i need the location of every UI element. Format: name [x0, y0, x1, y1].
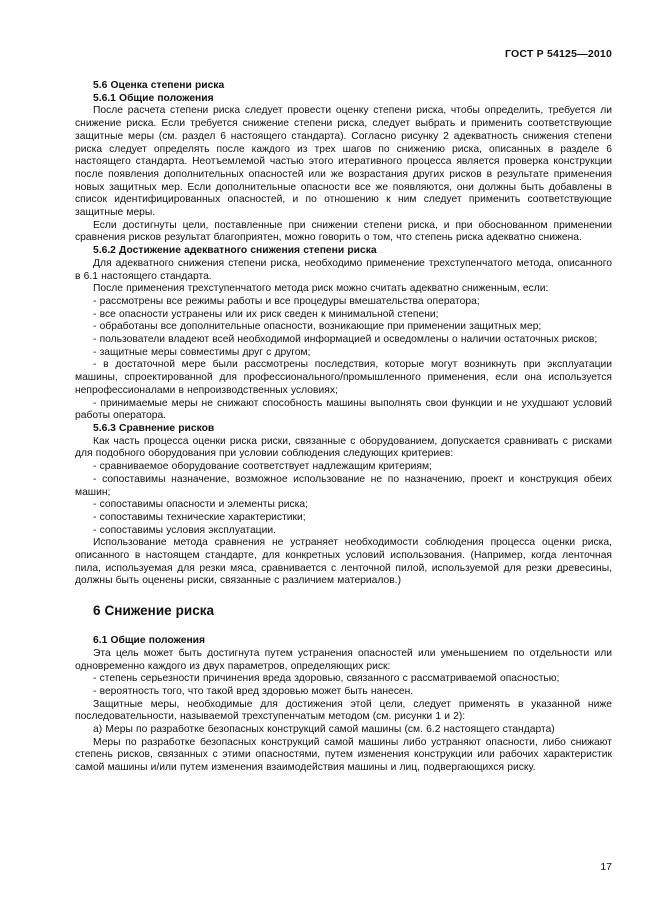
paragraph: Использование метода сравнения не устраняет необходимости соблюдения процесса оценки риска, описанного в настоящем стандарте, для конкретных условий использования. (Например, когда ленточная пила, используемая для резки мяса, сравнивается с ленточной пилой, используемой для резки древесины, должны быть оценены риски, связанные с различием материалов.) — [75, 537, 612, 587]
document-content — [75, 80, 612, 775]
list-item: - рассмотрены все режимы работы и все процедуры вмешательства оператора; — [93, 295, 480, 307]
paragraph: После применения трехступенчатого метода риск можно считать адекватно сниженным, если: — [93, 283, 549, 295]
document-code: ГОСТ Р 54125—2010 — [504, 48, 612, 60]
subheading: 5.6.1 Общие положения — [93, 92, 214, 104]
paragraph: а) Меры по разработке безопасных конструкций самой машины (см. 6.2 настоящего стандарта) — [93, 724, 555, 736]
list-item: - сопоставимы назначение, возможное использование не по назначению, проект и конструкция обеих машин; — [75, 473, 612, 498]
list-item: - сопоставимы опасности и элементы риска; — [93, 499, 308, 511]
list-item: - сопоставимы технические характеристики; — [93, 511, 306, 523]
section-heading: 6 Снижение риска — [93, 603, 214, 619]
paragraph: Как часть процесса оценки риска риски, связанные с оборудованием, допускается сравнивать с рисками для подобного оборудования при условии соблюдения следующих критериев: — [75, 435, 612, 460]
paragraph: Для адекватного снижения степени риска, необходимо применение трехступенчатого метода, описанного в 6.1 настоящего стандарта. — [75, 257, 612, 282]
paragraph: Защитные меры, необходимые для достижения этой цели, следует применять в указанной ниже последовательности, называемой трехступенчатым методом (см. рисунки 1 и 2): — [75, 698, 612, 723]
paragraph: Если достигнуты цели, поставленные при снижении степени риска, и при обоснованном применении сравнения рисков результат благоприятен, можно говорить о том, что степень риска адекватно снижена. — [75, 219, 612, 244]
paragraph: Эта цель может быть достигнута путем устранения опасностей или уменьшением по отдельности или одновременно каждого из двух параметров, определяющих риск: — [75, 647, 612, 672]
list-item: - степень серьезности причинения вреда здоровью, связанного с рассматриваемой опасностью; — [93, 673, 560, 685]
page-number: 17 — [600, 861, 612, 873]
paragraph: Меры по разработке безопасных конструкций самой машины либо устраняют опасности, либо снижают степень рисков, связанных с этими опасностями, путем изменения конструкции или рабочих характеристик самой машины и/или путем изменения взаимодействия машины и лиц, подвергающихся риску. — [75, 736, 612, 774]
list-item: - сравниваемое оборудование соответствует надлежащим критериям; — [93, 461, 432, 473]
list-item: - обработаны все дополнительные опасности, возникающие при применении защитных мер; — [93, 321, 542, 333]
subheading: 6.1 Общие положения — [93, 635, 206, 647]
subheading: 5.6 Оценка степени риска — [93, 80, 225, 91]
list-item: - пользователи владеют всей необходимой информацией и осведомлены о наличии остаточных рисков; — [93, 334, 598, 346]
list-item: - сопоставимы условия эксплуатации. — [93, 524, 276, 536]
list-item: - защитные меры совместимы друг с другом; — [93, 346, 311, 358]
list-item: - принимаемые меры не снижают способность машины выполнять свои функции и не ухудшают условий работы оператора. — [75, 397, 612, 422]
list-item: - все опасности устранены или их риск сведен к минимальной степени; — [93, 308, 439, 320]
subheading: 5.6.3 Сравнение рисков — [93, 422, 215, 434]
list-item: - вероятность того, что такой вред здоровью может быть нанесен. — [93, 685, 414, 697]
paragraph: После расчета степени риска следует провести оценку степени риска, чтобы определить, требуется ли снижение риска. Если требуется снижение степени риска, следует выбрать и применить соответствующие защитные меры (см. раздел 6 настоящего стандарта). Согласно рисунку 2 адекватность снижения степени риска следует определять после каждого из трех шагов по снижению риска, описанных в разделе 6 настоящего стандарта. Неотъемлемой частью этого итеративного процесса является проверка конструкции после появления дополнительных опасностей или же возрастания других рисков в результате применения новых защитных мер. Если дополнительные опасности все же появляются, они должны быть добавлены в список идентифицированных опасностей, и по отношению к ним следует применить соответствующие защитные меры. — [75, 105, 612, 219]
list-item: - в достаточной мере были рассмотрены последствия, которые могут возникнуть при эксплуатации машины, спроектированной для профессионального/промышленного применения, если она используется непрофессионалами в непроизводственных условиях; — [75, 359, 612, 396]
subheading: 5.6.2 Достижение адекватного снижения степени риска — [93, 245, 377, 257]
